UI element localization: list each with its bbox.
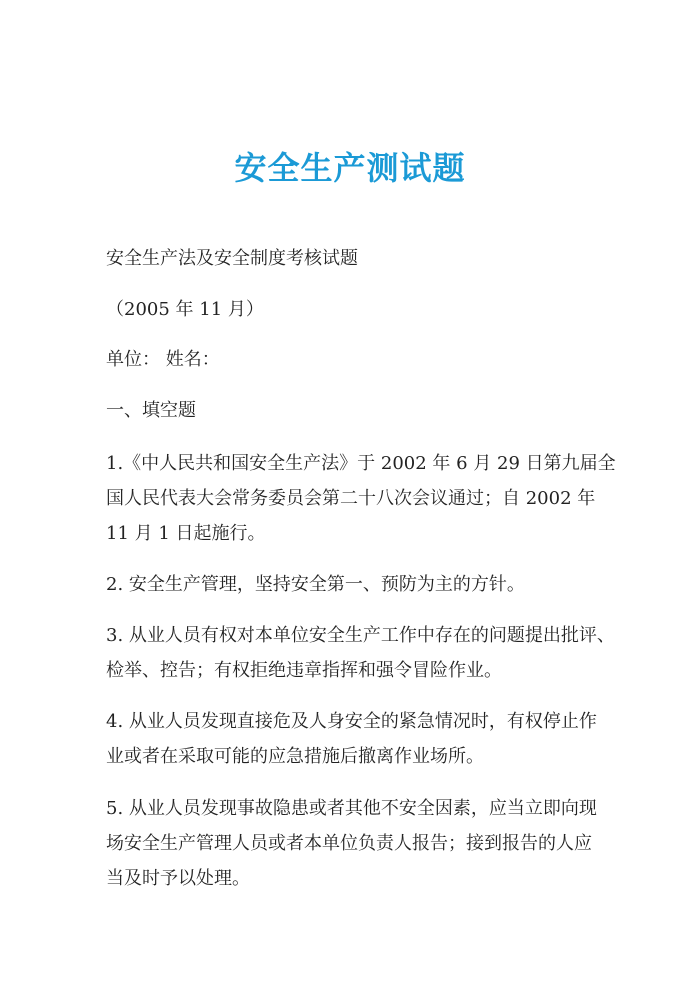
question-2-line-1: 2. 安全生产管理，坚持安全第一、预防为主的方针。: [106, 574, 525, 595]
question-1-line-1: 1.《中人民共和国安全生产法》于 2002 年 6 月 29 日第九届全: [106, 453, 616, 474]
question-1-line-3: 11 月 1 日起施行。: [106, 523, 266, 544]
document-title: 安全生产测试题: [234, 149, 466, 187]
section-heading-fill-in: 一、填空题: [106, 400, 196, 421]
question-5-line-2: 场安全生产管理人员或者本单位负责人报告；接到报告的人应: [106, 833, 592, 854]
question-5-line-1: 5. 从业人员发现事故隐患或者其他不安全因素，应当立即向现: [106, 798, 597, 819]
exam-subtitle: 安全生产法及安全制度考核试题: [106, 248, 358, 269]
question-3-line-2: 检举、控告；有权拒绝违章指挥和强令冒险作业。: [106, 660, 502, 681]
question-3-line-1: 3. 从业人员有权对本单位安全生产工作中存在的问题提出批评、: [106, 625, 615, 646]
exam-date: （2005 年 11 月）: [106, 299, 264, 320]
question-1-line-2: 国人民代表大会常务委员会第二十八次会议通过；自 2002 年: [106, 488, 596, 509]
unit-name-line: 单位： 姓名：: [106, 349, 220, 370]
question-4-line-1: 4. 从业人员发现直接危及人身安全的紧急情况时，有权停止作: [106, 711, 597, 732]
question-5-line-3: 当及时予以处理。: [106, 868, 250, 889]
question-4-line-2: 业或者在采取可能的应急措施后撤离作业场所。: [106, 746, 484, 767]
